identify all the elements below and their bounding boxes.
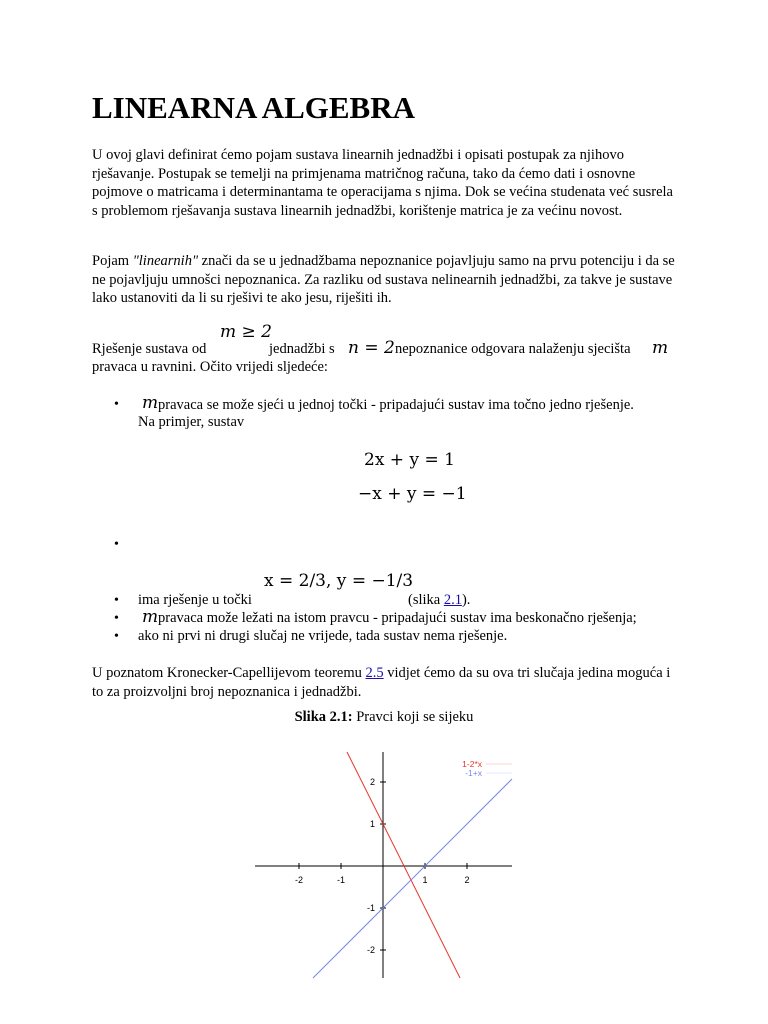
math-m-ge-2: m ≥ 2 — [220, 322, 272, 342]
x-tick-label: 1 — [422, 875, 428, 885]
x-tick-label: 2 — [464, 875, 470, 885]
legend-label: -1+x — [465, 768, 482, 778]
math-n-eq-2: n = 2 — [348, 338, 395, 358]
solution-equation: x = 2/3, y = −1/3 — [264, 571, 414, 591]
bullet-marker: • — [114, 537, 119, 552]
figure-link-2-1[interactable]: 2.1 — [443, 592, 462, 608]
y-tick-label: 2 — [369, 777, 375, 787]
bullet-marker: • — [114, 397, 119, 412]
y-tick-label: -1 — [366, 903, 375, 913]
para3-text-1: Rješenje sustava od — [92, 341, 207, 357]
math-m: m — [652, 338, 669, 358]
bullet5-text: ako ni prvi ni drugi slučaj ne vrijede, tada sustav nema rješenje. — [138, 628, 508, 644]
para2-after: znači da se u jednadžbama nepoznanice pojavljuju samo na prvu potenciju i da se ne pojavljuju umnošci nepoznanica. Za razliku od sustava nelinearnih jednadžbi, za takve je sustave lako ustanoviti da li su rješivi te ako jesu, riješiti ih. — [92, 253, 675, 307]
bullet-marker: • — [114, 629, 119, 644]
y-tick-label: 1 — [369, 819, 375, 829]
emphasis-linearnih: "linearnih" — [132, 253, 199, 269]
page-title: LINEARNA ALGEBRA — [92, 90, 415, 125]
legend-label: 1-2*x — [462, 759, 482, 769]
bullet1-text: pravaca se može sjeći u jednoj točki - pripadajući sustav ima točno jedno rješenje. — [158, 397, 634, 413]
figure-ref-close: ). — [461, 592, 471, 608]
equation-2: −x + y = −1 — [358, 484, 467, 504]
intro-paragraph: U ovoj glavi definirat ćemo pojam sustava linearnih jednadžbi i opisati postupak za njihovo rješavanje. Postupak se temelji na primjenama matričnog računa, tako da ćemo dati i osnovne pojmove o matricama i determinantama te operacijama s njima. Dok se većina studenata već susrela s problemom rješavanja sustava linearnih jednadžbi, korištenje matrica je za većinu novost. — [92, 147, 673, 219]
x-tick-label: -2 — [294, 875, 304, 885]
theorem-link-2-5[interactable]: 2.5 — [365, 665, 384, 681]
bullet-marker: • — [114, 611, 119, 626]
para3-line-2: pravaca u ravnini. Očito vrijedi sljedeće: — [92, 359, 328, 375]
bullet-marker: • — [114, 593, 119, 608]
para2-before: Pojam — [92, 253, 133, 269]
equation-1: 2x + y = 1 — [364, 450, 455, 470]
para3-text-3: nepoznanice odgovara nalaženju sjecišta — [395, 341, 631, 357]
bullet4-math-m: m — [142, 607, 159, 627]
series-line-red — [347, 752, 460, 978]
y-tick-label: -2 — [366, 945, 375, 955]
bullet3-text: ima rješenje u točki — [138, 592, 252, 608]
para5-after: vidjet ćemo da su ova tri slučaja jedina moguća i to za proizvoljni broj nepoznanica i jednadžbi. — [92, 665, 671, 700]
bullet4-text: pravaca može ležati na istom pravcu - pripadajući sustav ima beskonačno rješenja; — [158, 610, 637, 626]
bullet1-line-2: Na primjer, sustav — [138, 414, 245, 430]
bullet1-math-m: m — [142, 393, 159, 413]
caption-label: Slika 2.1: — [294, 709, 353, 725]
x-tick-label: -1 — [336, 875, 346, 885]
figure-ref-open: (slika — [408, 592, 444, 608]
para3-text-2: jednadžbi s — [269, 341, 335, 357]
para5-before: U poznatom Kronecker-Capellijevom teoremu — [92, 665, 366, 681]
caption-text: Pravci koji se sijeku — [352, 709, 474, 725]
